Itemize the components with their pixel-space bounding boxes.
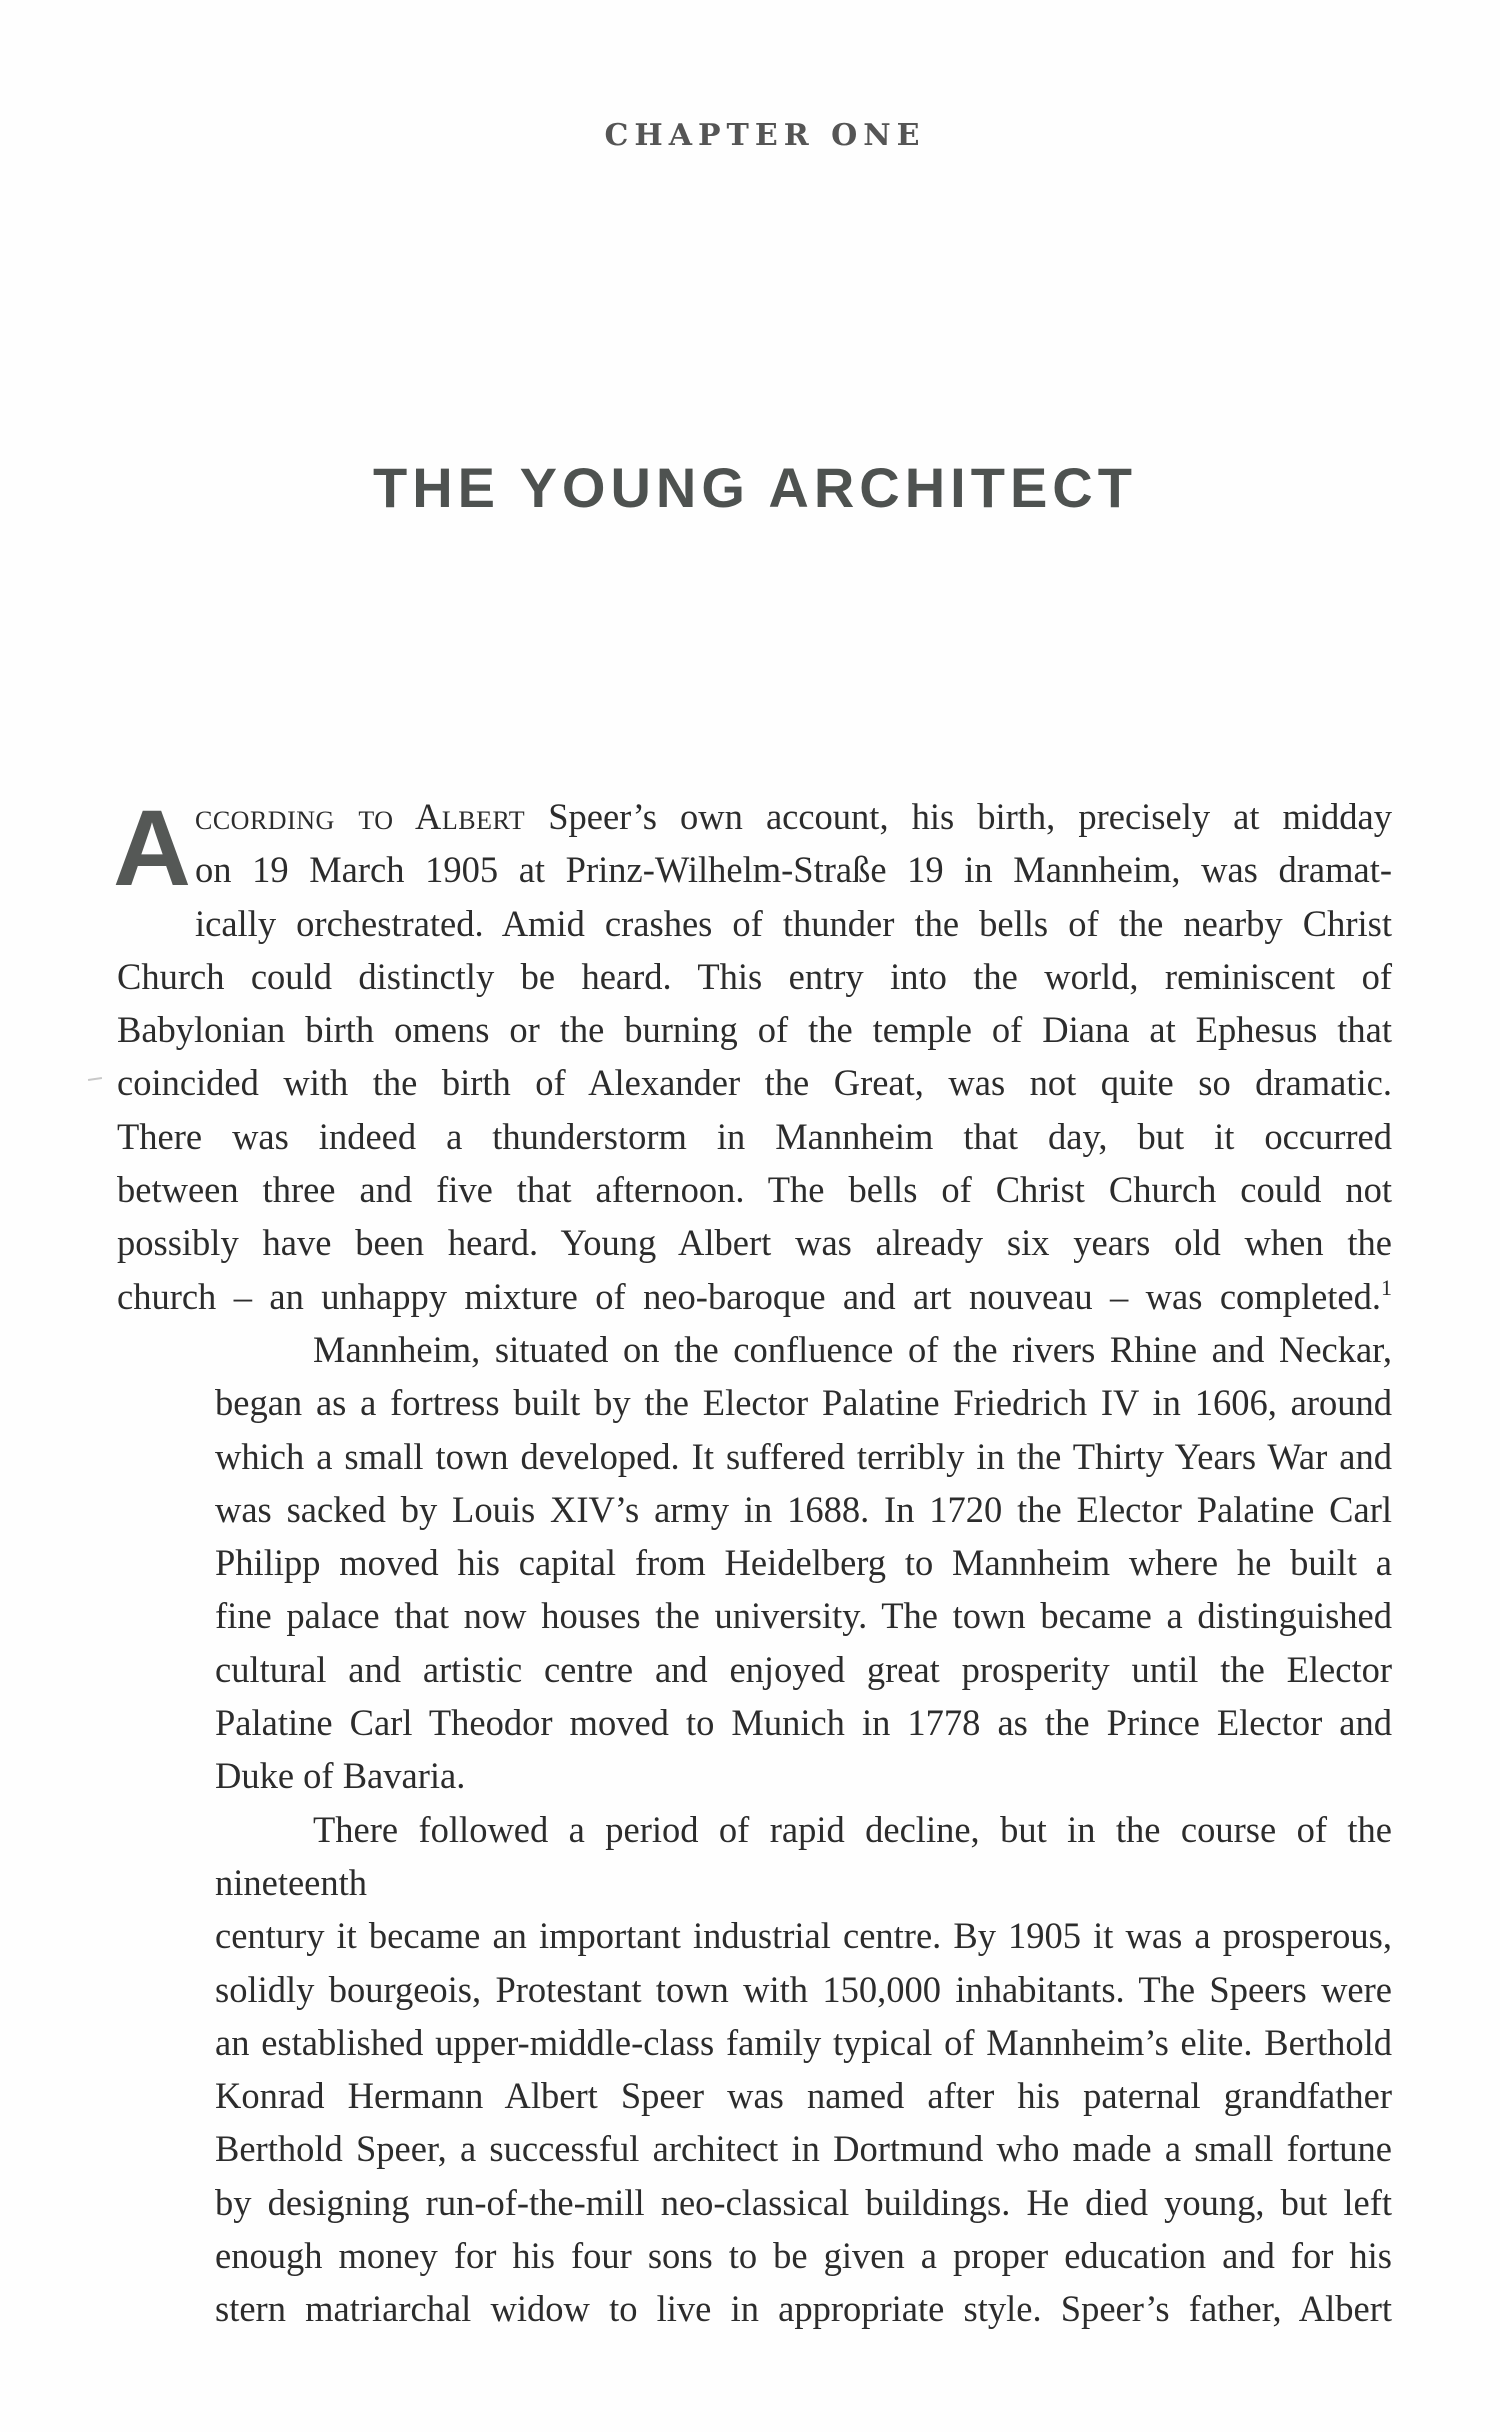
paragraph-2: [117, 1323, 1392, 1803]
text-line: an established upper-middle-class family typical of Mannheim’s elite. Berthold: [215, 2021, 1392, 2063]
text-line: Duke of Bavaria.: [215, 1755, 466, 1797]
text-line: which a small town developed. It suffered terribly in the Thirty Years War and: [215, 1435, 1392, 1477]
text-line: Philipp moved his capital from Heidelberg to Mannheim where he built a: [215, 1542, 1392, 1584]
drop-cap: A: [113, 787, 191, 908]
text-line: between three and five that afternoon. The bells of Christ Church could not: [117, 1169, 1392, 1211]
text-line: stern matriarchal widow to live in appropriate style. Speer’s father, Albert: [215, 2288, 1392, 2330]
body-text: [113, 787, 1392, 2336]
text-line: There was indeed a thunderstorm in Mannheim that day, but it occurred: [117, 1115, 1392, 1157]
paragraph-3: [117, 1803, 1392, 2336]
text-line: Church could distinctly be heard. This entry into the world, reminiscent of: [117, 955, 1392, 997]
text-line: was sacked by Louis XIV’s army in 1688. In 1720 the Elector Palatine Carl: [215, 1488, 1392, 1530]
text-line: cultural and artistic centre and enjoyed great prosperity until the Elector: [215, 1648, 1392, 1690]
text-line: solidly bourgeois, Protestant town with 150,000 inhabitants. The Speers were: [215, 1968, 1392, 2010]
chapter-label: CHAPTER ONE: [604, 118, 926, 153]
footnote-reference[interactable]: 1: [1381, 1274, 1392, 1300]
text-line: Palatine Carl Theodor moved to Munich in 1778 as the Prince Elector and: [215, 1702, 1392, 1744]
text-line: Mannheim, situated on the confluence of the rivers Rhine and Neckar,: [313, 1328, 1392, 1370]
paragraph-1: [113, 787, 1392, 1323]
text-line: century it became an important industrial centre. By 1905 it was a prosperous,: [215, 1915, 1392, 1957]
text-line: began as a fortress built by the Elector Palatine Friedrich IV in 1606, around: [215, 1382, 1392, 1424]
text-line: enough money for his four sons to be given a proper education and for his: [215, 2235, 1392, 2277]
text-line: There followed a period of rapid decline, but in the course of the nineteenth: [215, 1808, 1392, 1903]
text-line-fragment: Speer’s own account, his birth, precisely at midday: [525, 796, 1392, 837]
margin-mark: [88, 1077, 102, 1081]
text-line: [117, 790, 1392, 843]
text-line: [117, 1270, 1392, 1323]
opening-smallcaps: ccording to Albert: [195, 796, 526, 837]
text-line-fragment: church – an unhappy mixture of neo-baroque and art nouveau – was completed.: [117, 1275, 1381, 1317]
text-line: on 19 March 1905 at Prinz-Wilhelm-Straße 19 in Mannheim, was dramat-: [195, 849, 1392, 891]
chapter-title: THE YOUNG ARCHITECT: [373, 456, 1137, 519]
text-line: Berthold Speer, a successful architect in Dortmund who made a small fortune: [215, 2128, 1392, 2170]
text-line: Konrad Hermann Albert Speer was named after his paternal grandfather: [215, 2075, 1392, 2117]
text-line: Babylonian birth omens or the burning of the temple of Diana at Ephesus that: [117, 1009, 1392, 1051]
text-line: fine palace that now houses the university. The town became a distinguished: [215, 1595, 1392, 1637]
text-line: coincided with the birth of Alexander the Great, was not quite so dramatic.: [117, 1062, 1392, 1104]
text-line: possibly have been heard. Young Albert was already six years old when the: [117, 1222, 1392, 1264]
text-line: ically orchestrated. Amid crashes of thunder the bells of the nearby Christ: [195, 902, 1392, 944]
text-line: by designing run-of-the-mill neo-classical buildings. He died young, but left: [215, 2181, 1392, 2223]
